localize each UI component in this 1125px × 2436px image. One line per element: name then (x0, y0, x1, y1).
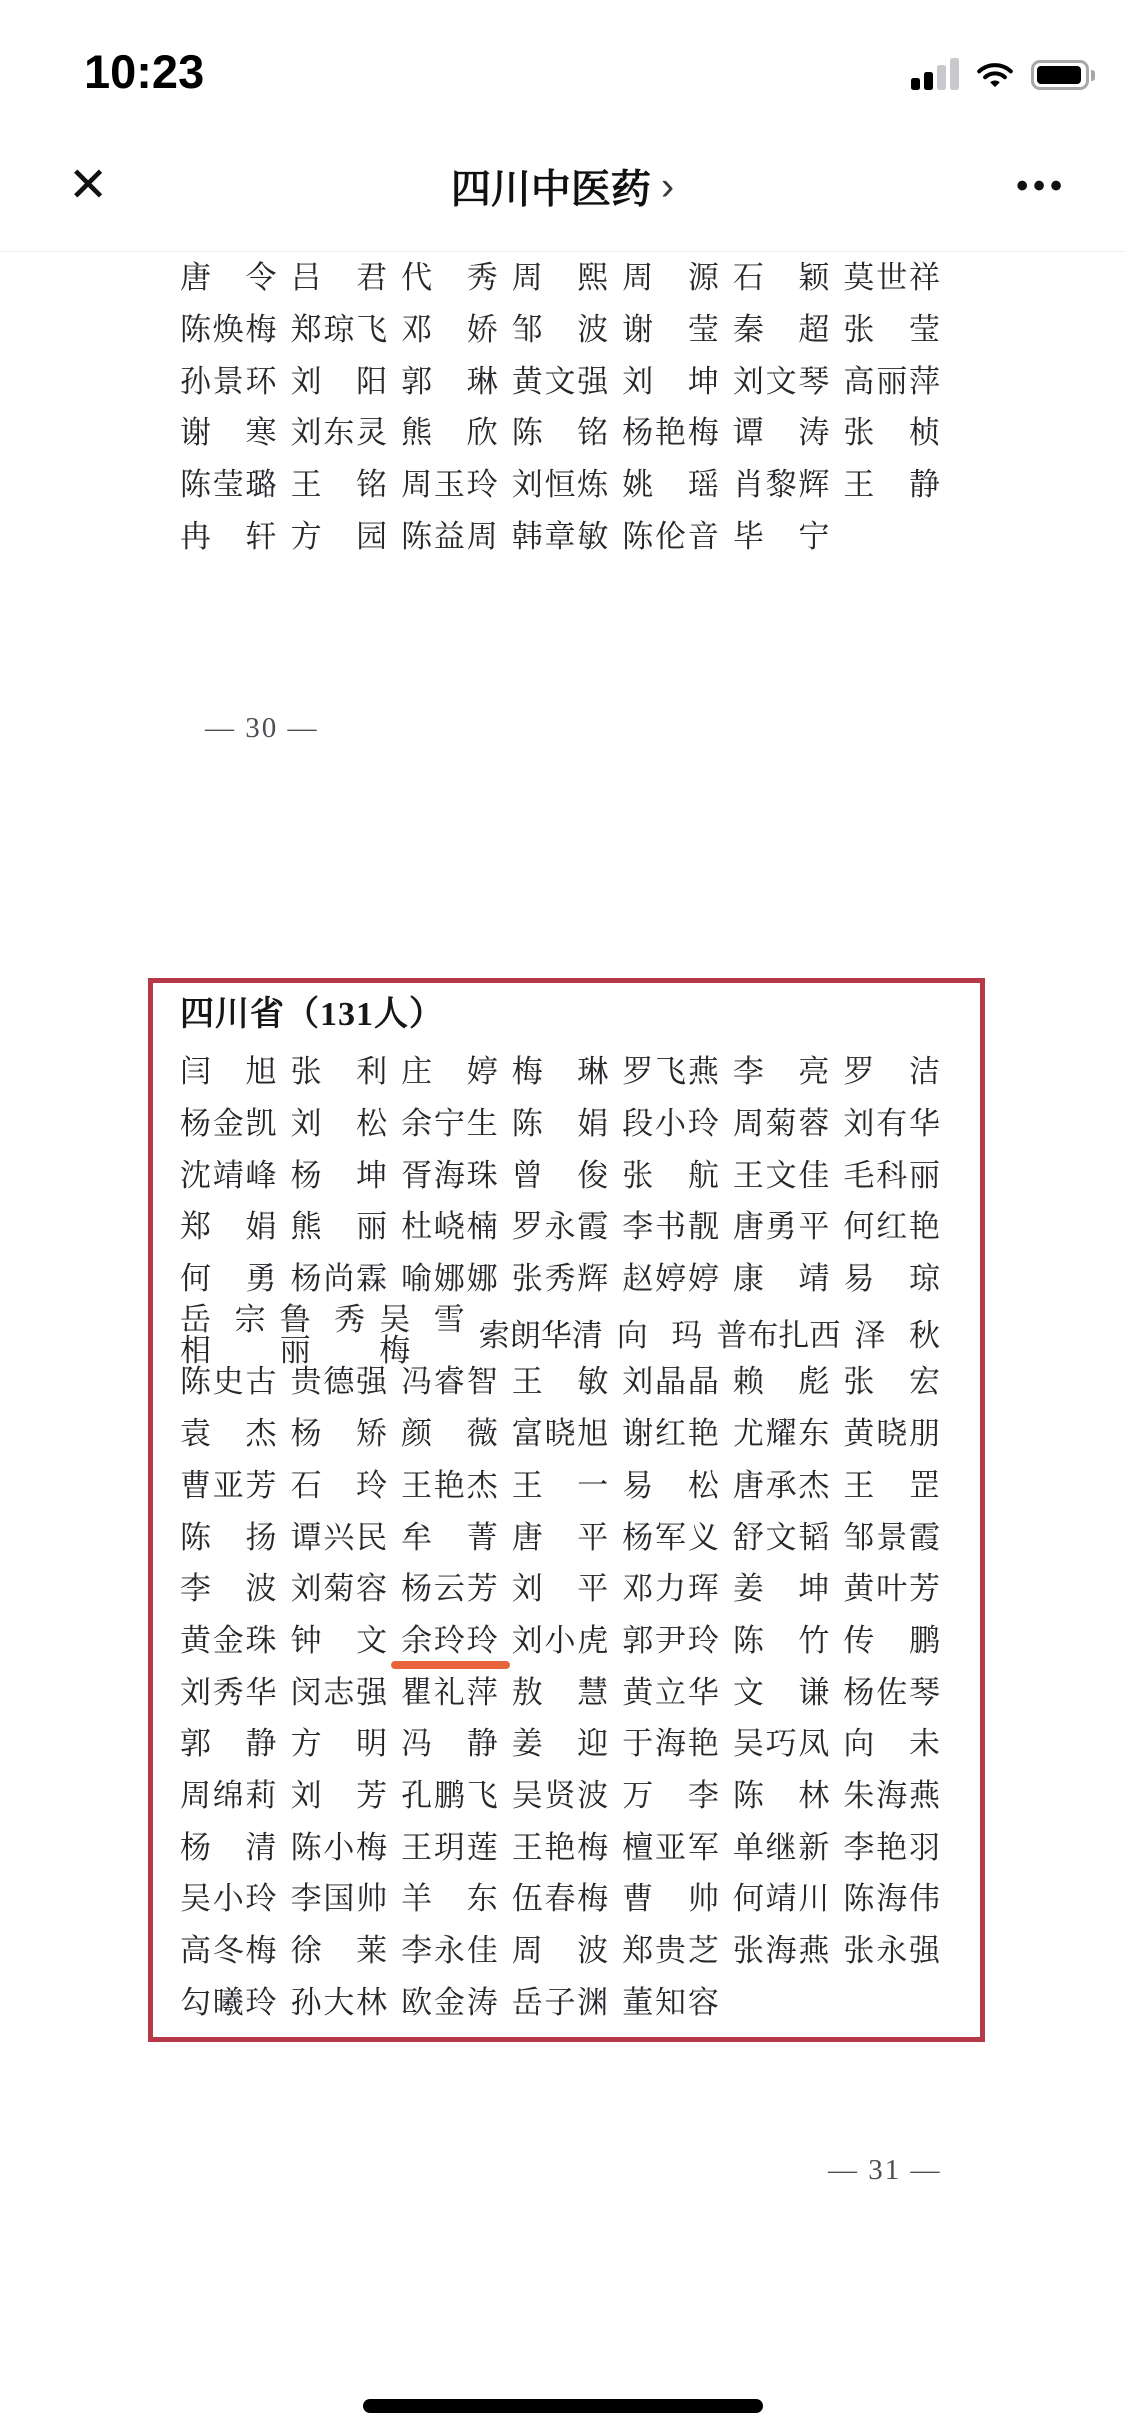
person-name: 曹 帅 (622, 1881, 719, 1917)
person-name: 郭 静 (180, 1726, 277, 1762)
highlighted-section-box (148, 978, 985, 2042)
person-name: 闫 旭 (180, 1054, 277, 1090)
person-name: 孙景环 (180, 363, 277, 399)
person-name: 冯 静 (401, 1726, 498, 1762)
name-row (180, 1149, 940, 1201)
person-name: 泽 秋 (854, 1317, 940, 1353)
name-row (180, 1253, 940, 1305)
person-name: 梅 琳 (511, 1054, 609, 1090)
person-name: 鲁秀丽 (279, 1302, 366, 1369)
person-name: 何 勇 (180, 1261, 277, 1297)
person-name: 袁 杰 (180, 1416, 277, 1452)
person-name: 吴巧凤 (732, 1726, 830, 1762)
person-name: 欧金涛 (401, 1984, 498, 2020)
person-name: 杨军义 (622, 1519, 719, 1555)
person-name: 康 靖 (732, 1261, 830, 1297)
person-name: 索朗华清 (478, 1317, 603, 1353)
name-row (180, 1408, 940, 1460)
person-name: 邓 娇 (401, 312, 498, 348)
person-name: 舒文韬 (732, 1519, 830, 1555)
person-name: 邹 波 (511, 312, 609, 348)
person-name: 李国帅 (290, 1881, 388, 1917)
name-row (180, 1873, 940, 1925)
person-name: 董知容 (622, 1984, 719, 2020)
person-name: 陈 竹 (732, 1622, 830, 1658)
person-name: 勾曦玲 (180, 1984, 277, 2020)
close-icon[interactable]: ✕ (58, 152, 118, 220)
person-name: 贵德强 (290, 1364, 388, 1400)
person-name: 刘东灵 (290, 415, 388, 451)
status-bar (0, 0, 1125, 120)
person-name: 吴小玲 (180, 1881, 277, 1917)
person-name: 高丽萍 (843, 363, 940, 399)
person-name: 谢 寒 (180, 415, 277, 451)
person-name: 姜 迎 (511, 1726, 609, 1762)
person-name: 王 铭 (290, 467, 388, 503)
person-name: 陈焕梅 (180, 312, 277, 348)
person-name: 石 颖 (732, 260, 830, 296)
person-name: 陈伦音 (622, 518, 719, 554)
person-name: 毛科丽 (843, 1157, 940, 1193)
person-name: 唐勇平 (732, 1209, 830, 1245)
person-name: 郭尹玲 (622, 1622, 719, 1658)
name-row (180, 1511, 940, 1563)
person-name: 方 园 (290, 518, 388, 554)
person-name: 黄晓朋 (843, 1416, 940, 1452)
name-row (180, 1666, 940, 1718)
person-name: 谭兴民 (290, 1519, 388, 1555)
person-name: 陈 林 (732, 1777, 830, 1813)
person-name: 熊 丽 (290, 1209, 388, 1245)
name-row (180, 1356, 940, 1408)
page-title: 四川中医药 (450, 167, 651, 211)
name-row (180, 1718, 940, 1770)
article-document (0, 252, 1125, 2436)
person-name: 王 罡 (843, 1467, 940, 1503)
nav-bar (0, 120, 1125, 252)
person-name: 郑 娟 (180, 1209, 277, 1245)
name-row (180, 459, 940, 511)
person-name: 周 源 (622, 260, 719, 296)
person-name: 何靖川 (732, 1881, 830, 1917)
name-row (180, 1821, 940, 1873)
status-icons (911, 58, 1095, 92)
person-name: 王 敏 (511, 1364, 609, 1400)
person-name: 罗永霞 (511, 1209, 609, 1245)
person-name: 万 李 (622, 1777, 719, 1813)
person-name: 王艳梅 (511, 1829, 609, 1865)
person-name: 张 桢 (843, 415, 940, 451)
person-name: 张永强 (843, 1933, 940, 1969)
name-row (180, 1976, 940, 2028)
person-name: 刘恒炼 (511, 467, 609, 503)
more-options-icon[interactable]: ••• (1006, 159, 1077, 213)
person-name: 刘秀华 (180, 1674, 277, 1710)
person-name: 张 利 (290, 1054, 388, 1090)
person-name: 陈益周 (401, 518, 498, 554)
person-name: 余宁生 (401, 1106, 498, 1142)
person-name: 冉 轩 (180, 518, 277, 554)
person-name: 王艳杰 (401, 1467, 498, 1503)
name-row (180, 1615, 940, 1667)
person-name: 杨 清 (180, 1829, 277, 1865)
person-name: 刘 松 (290, 1106, 388, 1142)
name-row (180, 1770, 940, 1822)
person-name: 刘小虎 (511, 1622, 609, 1658)
person-name: 谢 莹 (622, 312, 719, 348)
person-name: 闵志强 (290, 1674, 388, 1710)
person-name: 谭 涛 (732, 415, 830, 451)
person-name: 李书靓 (622, 1209, 719, 1245)
person-name: 王 一 (511, 1467, 609, 1503)
person-name: 吴雪梅 (379, 1302, 465, 1369)
person-name: 颜 薇 (401, 1416, 498, 1452)
person-name: 岳子渊 (511, 1984, 609, 2020)
person-name: 邹景霞 (843, 1519, 940, 1555)
person-name: 向 未 (843, 1726, 940, 1762)
person-name: 杨尚霖 (290, 1261, 388, 1297)
person-name: 庄 婷 (401, 1054, 498, 1090)
person-name: 徐 莱 (290, 1933, 388, 1969)
person-name: 李 亮 (732, 1054, 830, 1090)
person-name: 王文佳 (732, 1157, 830, 1193)
person-name: 周 熙 (511, 260, 609, 296)
person-name: 郑贵芝 (622, 1933, 719, 1969)
battery-icon (1031, 58, 1095, 92)
person-name: 张海燕 (732, 1933, 830, 1969)
person-name: 曾 俊 (511, 1157, 609, 1193)
person-name: 刘晶晶 (622, 1364, 719, 1400)
name-list-page-31 (180, 1046, 940, 2028)
person-name: 姜 坤 (732, 1571, 830, 1607)
person-name: 杨艳梅 (622, 415, 719, 451)
person-name: 刘 阳 (290, 363, 388, 399)
person-name: 易 琼 (843, 1261, 940, 1297)
person-name: 羊 东 (401, 1881, 498, 1917)
person-name: 黄文强 (511, 363, 609, 399)
person-name: 普布扎西 (716, 1317, 841, 1353)
person-name: 毕 宁 (732, 518, 830, 554)
name-row (180, 1046, 940, 1098)
person-name: 韩章敏 (511, 518, 609, 554)
person-name: 莫世祥 (843, 260, 940, 296)
person-name: 周菊蓉 (732, 1106, 830, 1142)
chevron-right-icon: › (660, 164, 675, 208)
person-name: 赖 彪 (732, 1364, 830, 1400)
person-name: 刘有华 (843, 1106, 940, 1142)
name-row (180, 1098, 940, 1150)
person-name: 胥海珠 (401, 1157, 498, 1193)
person-name: 刘 坤 (622, 363, 719, 399)
person-name: 易 松 (622, 1467, 719, 1503)
person-name: 于海艳 (622, 1726, 719, 1762)
person-name: 熊 欣 (401, 415, 498, 451)
person-name: 肖黎辉 (732, 467, 830, 503)
person-name: 杨 坤 (290, 1157, 388, 1193)
person-name: 伍春梅 (511, 1881, 609, 1917)
clock: 10:23 (84, 45, 205, 98)
person-name: 方 明 (290, 1726, 388, 1762)
person-name: 冯睿智 (401, 1364, 498, 1400)
account-title-link[interactable] (451, 157, 674, 214)
person-name: 张秀辉 (511, 1261, 609, 1297)
person-name: 陈莹璐 (180, 467, 277, 503)
person-name: 代 秀 (401, 260, 498, 296)
person-name: 黄金珠 (180, 1622, 277, 1658)
person-name: 陈海伟 (843, 1881, 940, 1917)
person-name: 瞿礼萍 (401, 1674, 498, 1710)
person-name: 向 玛 (616, 1317, 703, 1353)
person-name: 邓力珲 (622, 1571, 719, 1607)
person-name: 杨云芳 (401, 1571, 498, 1607)
name-row (180, 252, 940, 304)
section-title: 四川省（131人） (180, 996, 444, 1033)
person-name: 周玉玲 (401, 467, 498, 503)
person-name: 周 波 (511, 1933, 609, 1969)
person-name: 陈 娟 (511, 1106, 609, 1142)
person-name: 刘文琴 (732, 363, 830, 399)
person-name: 黄叶芳 (843, 1571, 940, 1607)
person-name: 唐 平 (511, 1519, 609, 1555)
person-name: 刘 芳 (290, 1777, 388, 1813)
person-name: 王玥莲 (401, 1829, 498, 1865)
person-name: 唐 令 (180, 260, 277, 296)
person-name: 喻娜娜 (401, 1261, 498, 1297)
name-list-page-30 (180, 252, 940, 562)
person-name: 尤耀东 (732, 1416, 830, 1452)
person-name: 文 谦 (732, 1674, 830, 1710)
person-name: 钟 文 (290, 1622, 388, 1658)
name-row (180, 407, 940, 459)
person-name: 郑琼飞 (290, 312, 388, 348)
person-name: 孔鹏飞 (401, 1777, 498, 1813)
person-name: 黄立华 (622, 1674, 719, 1710)
person-name: 杨佐琴 (843, 1674, 940, 1710)
person-name: 张 莹 (843, 312, 940, 348)
person-name: 周绵莉 (180, 1777, 277, 1813)
person-name: 敖 慧 (511, 1674, 609, 1710)
name-row (180, 1925, 940, 1977)
page-number-31: — 31 — (828, 2154, 942, 2186)
person-name: 郭 琳 (401, 363, 498, 399)
person-name: 余玲玲 (401, 1622, 498, 1658)
person-name: 罗 洁 (843, 1054, 940, 1090)
cellular-signal-icon (911, 58, 959, 92)
wifi-icon (973, 58, 1017, 92)
person-name: 岳宗相 (180, 1302, 266, 1369)
person-name: 何红艳 (843, 1209, 940, 1245)
name-row (180, 1201, 940, 1253)
person-name: 张 航 (622, 1157, 719, 1193)
person-name: 秦 超 (732, 312, 830, 348)
name-row (180, 1563, 940, 1615)
person-name: 王 静 (843, 467, 940, 503)
name-row (180, 1302, 940, 1369)
person-name: 刘菊容 (290, 1571, 388, 1607)
person-name: 唐承杰 (732, 1467, 830, 1503)
person-name: 李 波 (180, 1571, 277, 1607)
person-name: 牟 菁 (401, 1519, 498, 1555)
person-name: 沈靖峰 (180, 1157, 277, 1193)
person-name: 单继新 (732, 1829, 830, 1865)
person-name: 陈史古 (180, 1364, 277, 1400)
person-name: 李永佳 (401, 1933, 498, 1969)
person-name: 高冬梅 (180, 1933, 277, 1969)
person-name: 吕 君 (290, 260, 388, 296)
name-row (180, 1460, 940, 1512)
person-name: 刘 平 (511, 1571, 609, 1607)
person-name: 陈 铭 (511, 415, 609, 451)
person-name: 石 玲 (290, 1467, 388, 1503)
person-name: 赵婷婷 (622, 1261, 719, 1297)
person-name: 李艳羽 (843, 1829, 940, 1865)
name-row (180, 304, 940, 356)
person-name: 段小玲 (622, 1106, 719, 1142)
person-name: 姚 瑶 (622, 467, 719, 503)
home-indicator-handle[interactable] (363, 2399, 763, 2413)
person-name: 张 宏 (843, 1364, 940, 1400)
person-name: 杜峣楠 (401, 1209, 498, 1245)
person-name: 陈小梅 (290, 1829, 388, 1865)
person-name: 传 鹏 (843, 1622, 940, 1658)
name-row (180, 355, 940, 407)
person-name: 富晓旭 (511, 1416, 609, 1452)
person-name: 罗飞燕 (622, 1054, 719, 1090)
person-name: 吴贤波 (511, 1777, 609, 1813)
person-name: 朱海燕 (843, 1777, 940, 1813)
person-name: 陈 扬 (180, 1519, 277, 1555)
person-name: 檀亚军 (622, 1829, 719, 1865)
person-name: 曹亚芳 (180, 1467, 277, 1503)
person-name: 谢红艳 (622, 1416, 719, 1452)
person-name: 孙大林 (290, 1984, 388, 2020)
page-number-30: — 30 — (205, 712, 319, 744)
name-row (180, 510, 940, 562)
person-name: 杨金凯 (180, 1106, 277, 1142)
person-name: 杨 矫 (290, 1416, 388, 1452)
